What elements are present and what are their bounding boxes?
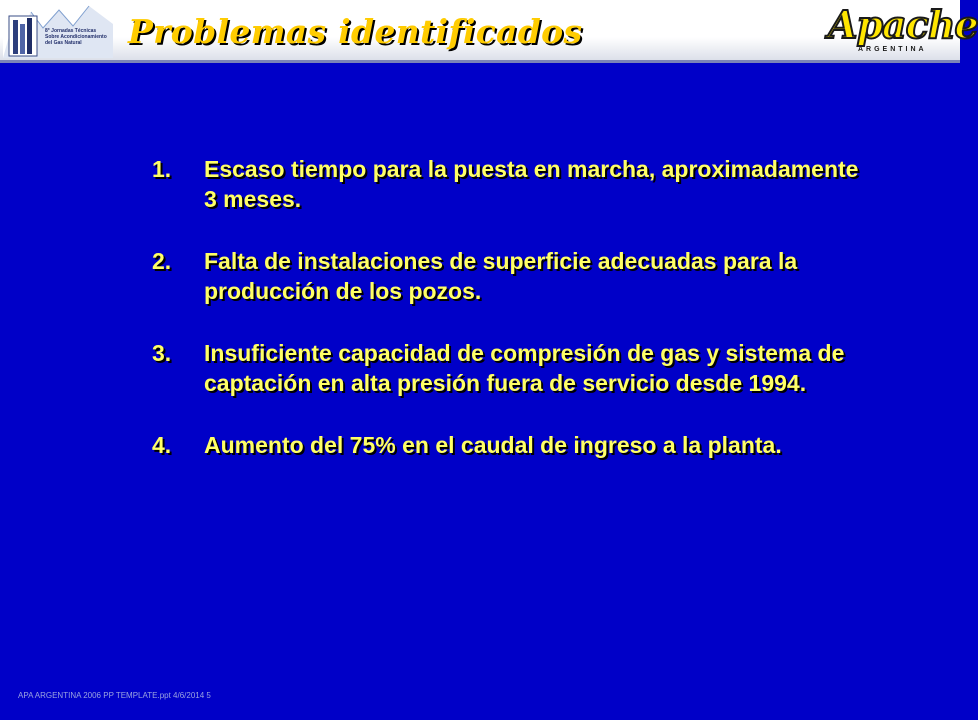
- slide-footer: APA ARGENTINA 2006 PP TEMPLATE.ppt 4/6/2014 5: [18, 691, 211, 700]
- list-item: [152, 338, 872, 398]
- item-number: 2.: [152, 248, 172, 274]
- list-item: [152, 246, 872, 306]
- event-logo-text: 8° Jornadas Técnicas Sobre Acondicionamiento del Gas Natural: [45, 28, 107, 46]
- list-item: [152, 430, 872, 460]
- item-text: Falta de instalaciones de superficie adecuadas para la producción de los pozos.: [204, 248, 798, 304]
- brand-subtitle: ARGENTINA: [858, 46, 927, 53]
- item-number: 4.: [152, 432, 172, 458]
- item-number: 3.: [152, 340, 172, 366]
- event-logo: [3, 2, 113, 58]
- item-text: Insuficiente capacidad de compresión de gas y sistema de captación en alta presión fuera de servicio desde 1994.: [204, 340, 845, 396]
- brand-name: Apache: [828, 2, 978, 47]
- slide-title: Problemas identificados: [128, 12, 583, 51]
- list-item: [152, 154, 872, 214]
- header-bar: [0, 0, 978, 62]
- item-text: Aumento del 75% en el caudal de ingreso a la planta.: [204, 432, 782, 458]
- item-number: 1.: [152, 156, 172, 182]
- header-divider: [0, 60, 960, 63]
- problem-list: [152, 154, 872, 492]
- item-text: Escaso tiempo para la puesta en marcha, aproximadamente 3 meses.: [204, 156, 859, 212]
- apache-logo: [820, 2, 978, 58]
